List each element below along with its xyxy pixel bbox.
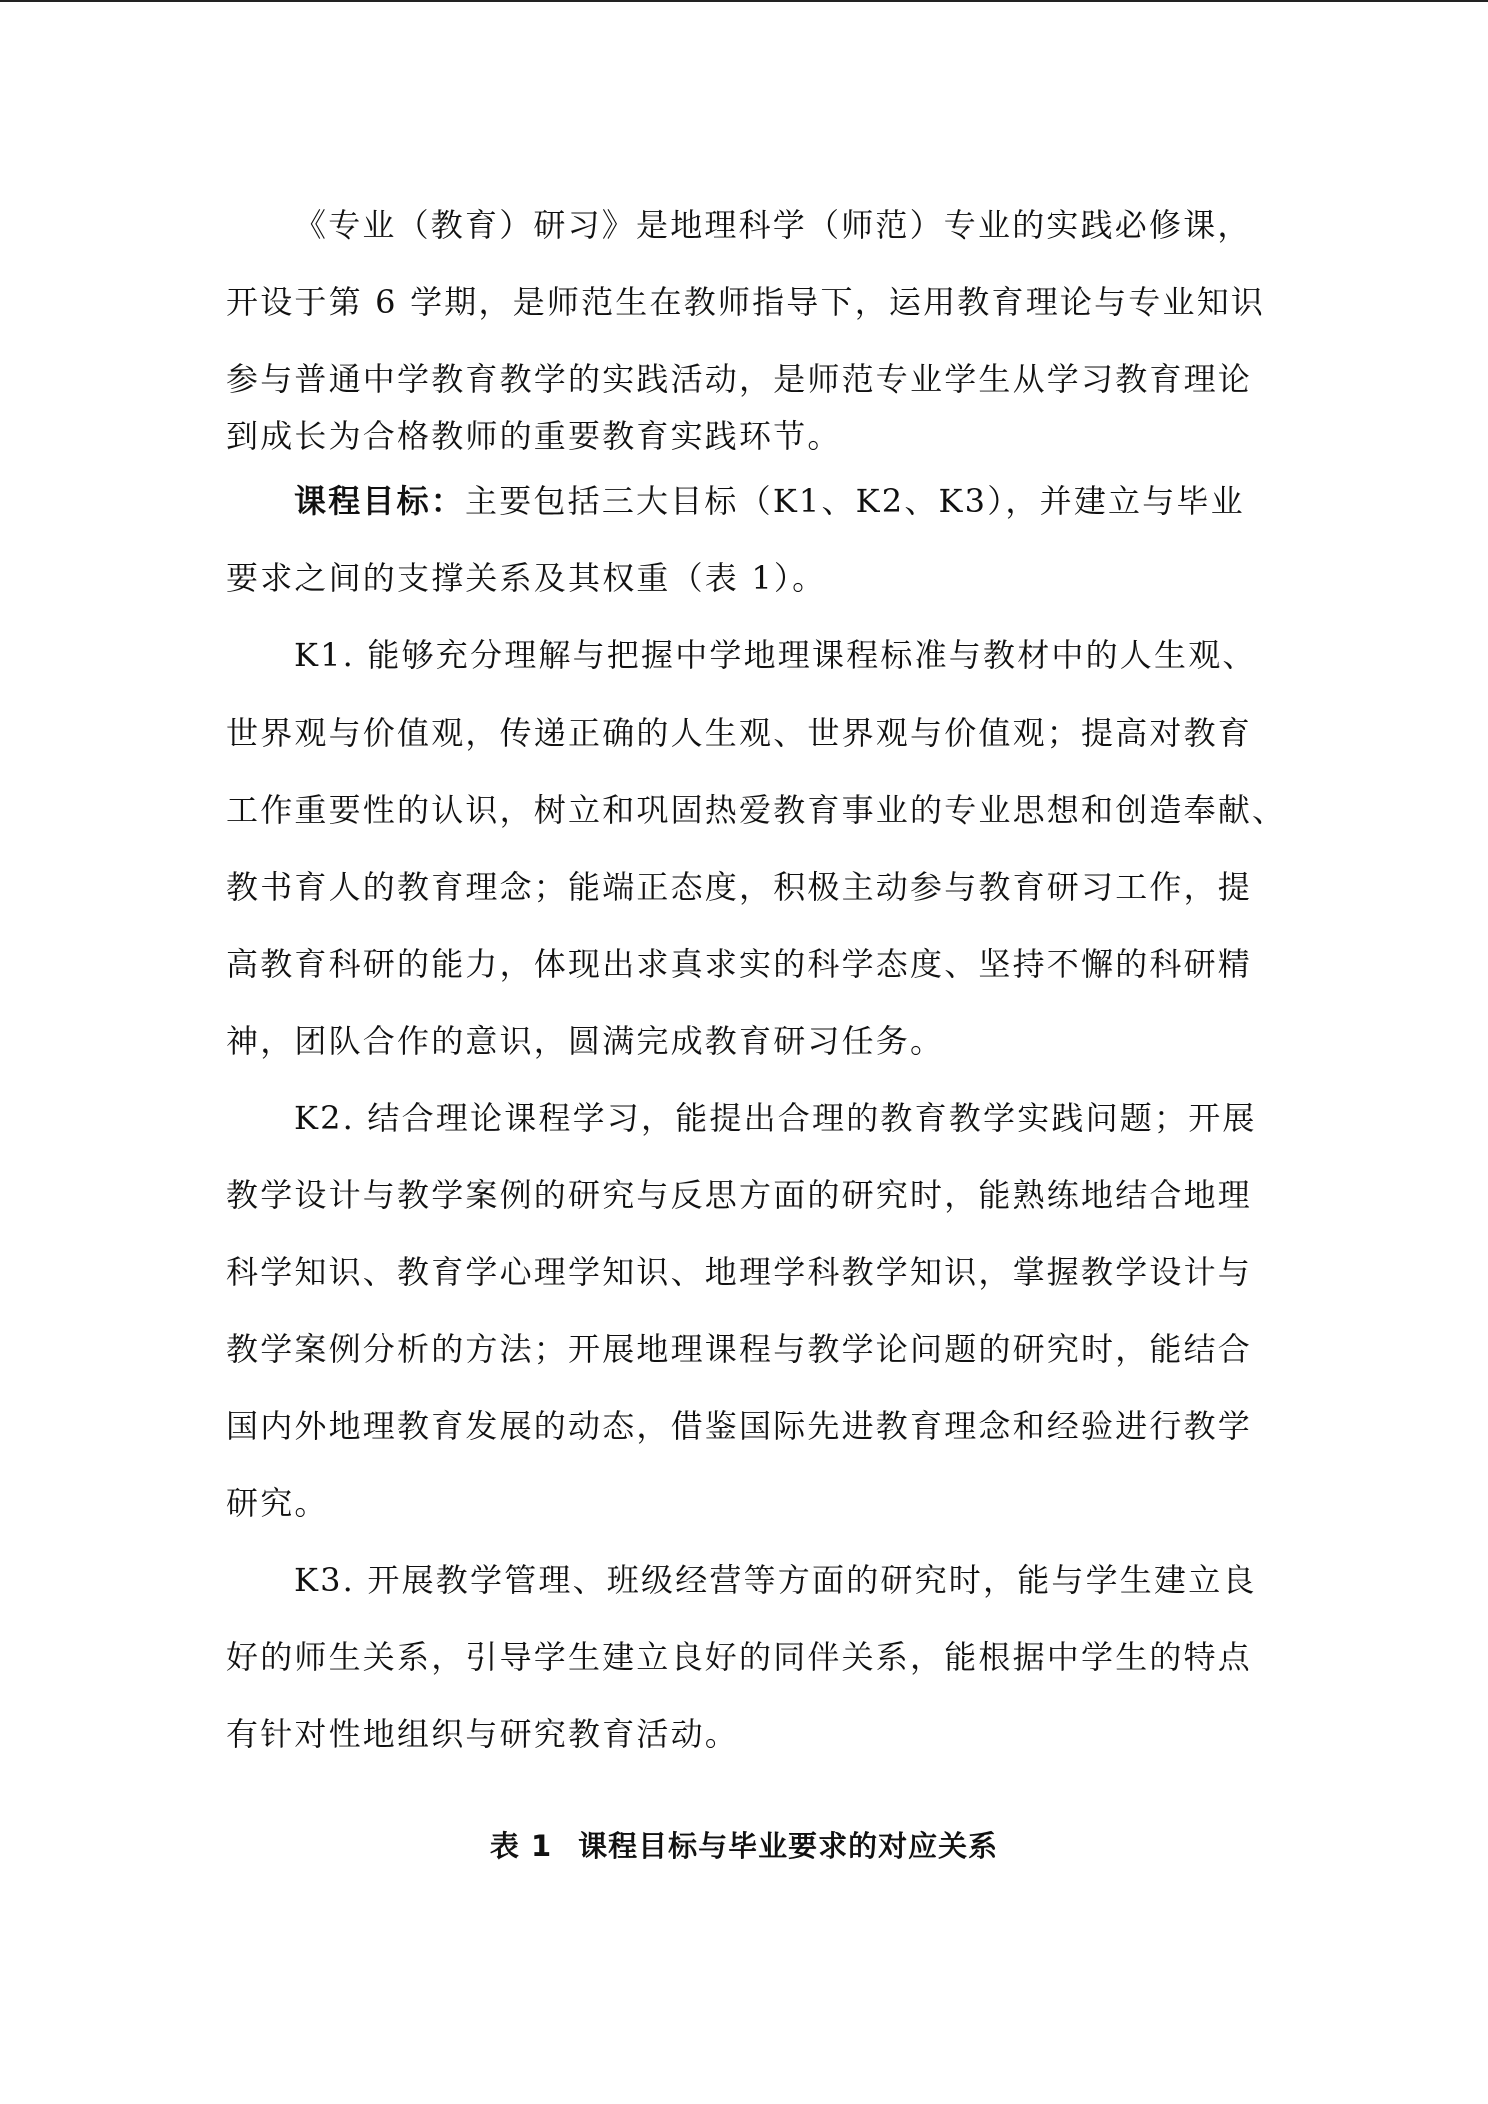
- k3-line-3: 有针对性地组织与研究教育活动。: [226, 1715, 740, 1753]
- goals-text: 主要包括三大目标（K1、K2、K3），并建立与毕业: [465, 482, 1245, 520]
- k3-line-2: 好的师生关系，引导学生建立良好的同伴关系，能根据中学生的特点: [226, 1638, 1253, 1676]
- k1-line-6: 神，团队合作的意识，圆满完成教育研习任务。: [226, 1022, 945, 1060]
- k2-line-3: 科学知识、教育学心理学知识、地理学科教学知识，掌握教学设计与: [226, 1253, 1253, 1291]
- k3-line-1: K3. 开展教学管理、班级经营等方面的研究时，能与学生建立良: [294, 1561, 1257, 1599]
- intro-line-3: 参与普通中学教育教学的实践活动，是师范专业学生从学习教育理论: [226, 360, 1253, 398]
- k1-line-4: 教书育人的教育理念；能端正态度，积极主动参与教育研习工作，提: [226, 868, 1253, 906]
- k1-line-3: 工作重要性的认识，树立和巩固热爱教育事业的专业思想和创造奉献、: [226, 791, 1287, 829]
- table-caption-title: 课程目标与毕业要求的对应关系: [578, 1829, 999, 1863]
- k2-line-1: K2. 结合理论课程学习，能提出合理的教育教学实践问题；开展: [294, 1099, 1257, 1137]
- table-caption: [0, 1826, 1488, 1866]
- k2-line-4: 教学案例分析的方法；开展地理课程与教学论问题的研究时，能结合: [226, 1330, 1253, 1368]
- intro-line-2: 开设于第 6 学期，是师范生在教师指导下，运用教育理论与专业知识: [226, 283, 1266, 321]
- k1-line-1: K1. 能够充分理解与把握中学地理课程标准与教材中的人生观、: [294, 636, 1257, 674]
- k2-line-6: 研究。: [226, 1484, 329, 1522]
- k2-line-5: 国内外地理教育发展的动态，借鉴国际先进教育理念和经验进行教学: [226, 1407, 1253, 1445]
- k2-line-2: 教学设计与教学案例的研究与反思方面的研究时，能熟练地结合地理: [226, 1176, 1253, 1214]
- goals-line-1: [294, 481, 1334, 521]
- table-caption-number: 表 1: [489, 1829, 553, 1863]
- goals-line-2: 要求之间的支撑关系及其权重（表 1）。: [226, 559, 827, 597]
- intro-line-1: 《专业（教育）研习》是地理科学（师范）专业的实践必修课，: [294, 206, 1252, 244]
- k1-line-2: 世界观与价值观，传递正确的人生观、世界观与价值观；提高对教育: [226, 714, 1253, 752]
- k1-line-5: 高教育科研的能力，体现出求真求实的科学态度、坚持不懈的科研精: [226, 945, 1253, 983]
- intro-line-4: 到成长为合格教师的重要教育实践环节。: [226, 417, 842, 455]
- goals-label: 课程目标：: [294, 482, 466, 520]
